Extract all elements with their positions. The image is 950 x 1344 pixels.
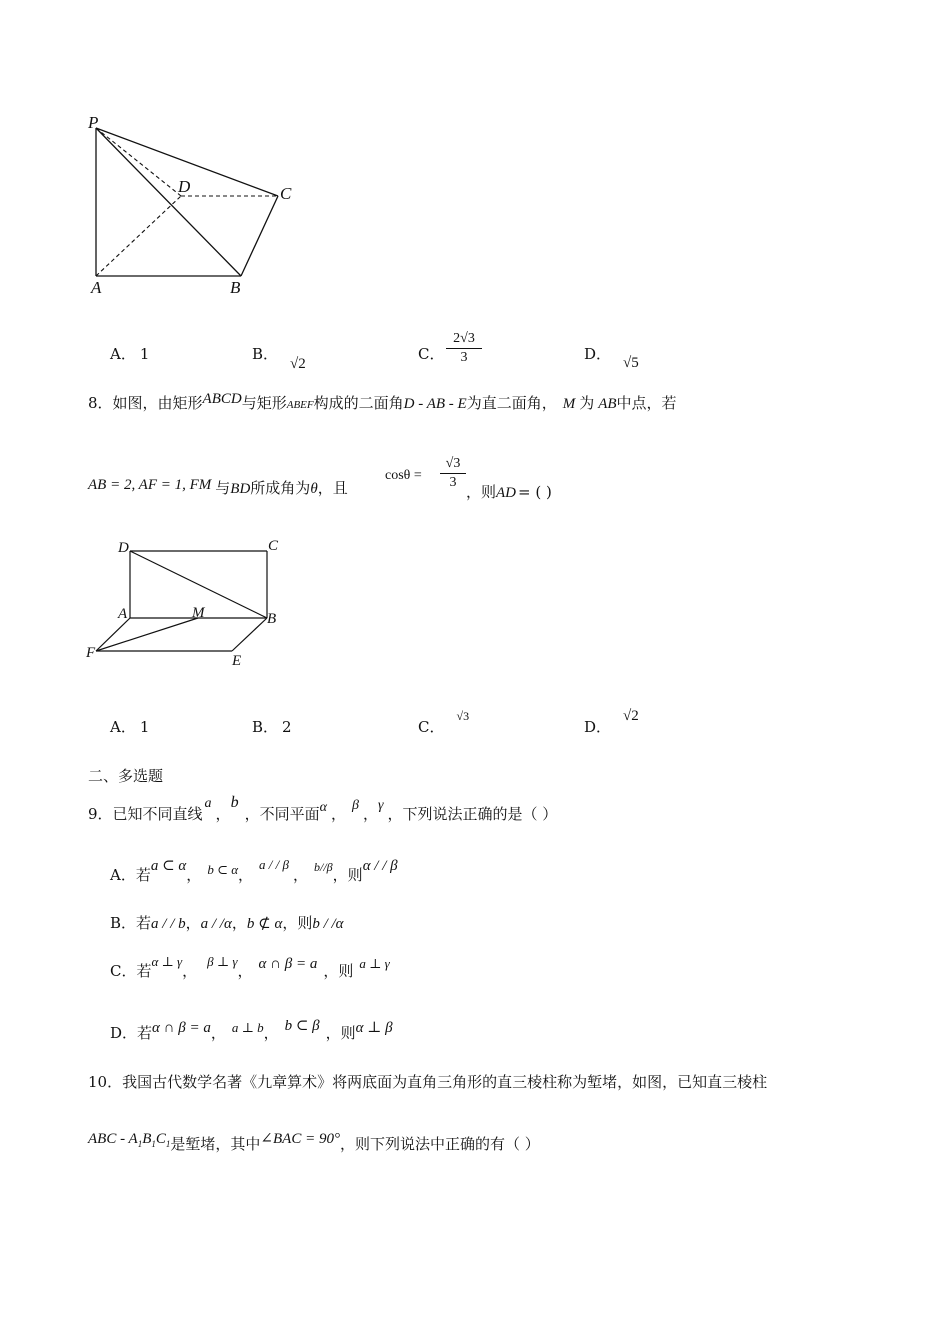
label-P: P [88,113,99,132]
label-E: E [232,653,242,669]
text: = ( ) [518,483,552,501]
text: 为 [579,394,595,412]
q10-stem-line1: 10．我国古代数学名著《九章算术》将两底面为直角三角形的直三棱柱称为堑堵，如图，已知直三棱柱 [88,1073,768,1091]
math: a / / β [259,857,289,872]
fraction-numerator: 2√3 [446,330,482,349]
q8-option-b[interactable] [252,716,292,737]
option-letter: D． [584,345,612,363]
math: θ [310,481,318,497]
math: a / / b [151,916,186,932]
math: β [351,798,359,813]
math: ABEF [286,399,314,411]
math: b//β [314,860,333,874]
text: 中点，若 [616,394,677,412]
option-letter: D．若 [110,1024,153,1042]
text: 9．已知不同直线 [88,805,203,823]
q7-option-c[interactable] [418,343,444,364]
text: ，且 [317,479,348,497]
option-value: 1 [139,345,150,363]
text: ，则 [282,914,313,932]
math: b ⊂ β [284,1018,320,1034]
subscript: 1 [165,1139,171,1149]
label-B: B [267,611,277,627]
math: ∠BAC = 90° [260,1131,340,1147]
text: 是堑堵，其中 [170,1135,261,1153]
text: ， [182,962,198,980]
q7-pyramid-figure [80,110,320,305]
fraction-numerator: √3 [440,455,466,474]
q7-option-d[interactable] [584,343,639,371]
q7-option-c-fraction [446,330,482,367]
math: a ⊂ α [150,858,187,874]
text: ， [237,962,253,980]
math: b ⊄ α [246,916,283,932]
math: α / / β [362,858,398,874]
math: B [142,1131,152,1147]
subscript: 1 [151,1139,156,1149]
option-value: 2 [282,718,292,736]
text: ， [210,1024,226,1042]
text: ， [330,805,346,823]
q8-ask [466,481,552,502]
q8-option-c[interactable] [418,709,470,737]
q8-option-d[interactable] [584,708,639,737]
q8-dihedral-figure [80,535,300,670]
edge-FM [96,618,198,651]
math: ABC - A [88,1131,138,1147]
math: BD [230,481,251,497]
edge-BC [241,196,278,276]
option-letter: C．若 [110,962,152,980]
text: 所成角为 [250,479,311,497]
option-letter: C． [418,718,445,736]
option-value: √5 [623,355,639,371]
q8-stem-line2 [88,477,348,498]
math: b [230,794,239,811]
math: C [155,1131,166,1147]
math: α ⊥ γ [151,954,183,969]
fraction-denominator: 3 [460,350,468,365]
text: 与矩形 [241,394,287,412]
edge-PD-hidden [96,128,181,196]
math: γ [377,798,384,813]
q9-stem [88,794,558,824]
math: a / /α [200,916,232,932]
q8-fraction [440,455,466,492]
text: 构成的二面角 [313,394,404,412]
option-letter: B．若 [110,914,152,932]
option-letter: B． [252,718,279,736]
prism-name [88,1131,170,1147]
q8-cos: cosθ = [385,468,422,483]
edge-EB [232,618,267,651]
label-D: D [178,177,191,196]
math: AB [598,396,617,412]
text: ， [186,866,202,884]
math: M [562,396,576,412]
edge-PB [96,128,241,276]
label-M: M [192,605,205,621]
subscript: 1 [137,1139,143,1149]
q7-option-a[interactable] [110,343,149,364]
text: ， [238,866,254,884]
option-value: √3 [456,709,470,723]
text: ，则下列说法中正确的有（ ） [339,1135,540,1153]
text: ， [263,1024,279,1042]
label-B: B [230,278,241,297]
math: b / /α [312,916,344,932]
edge-AD-hidden [96,196,181,276]
math: α ∩ β = a [152,1020,211,1036]
math: β ⊥ γ [207,954,238,969]
math: ABCD [202,391,242,407]
label-A: A [118,606,128,622]
option-letter: B． [252,345,279,363]
math: AD [496,485,517,501]
text: ， [231,914,247,932]
math: α ⊥ β [355,1020,393,1036]
label-F: F [86,645,96,661]
text: ，则 [332,866,363,884]
math: a ⊥ γ [359,956,390,971]
label-C: C [268,538,279,554]
math: D - AB - E [403,396,467,412]
text: 为直二面角， [466,394,557,412]
q7-option-b[interactable] [252,343,306,372]
text: ， [215,805,231,823]
q9-option-c[interactable] [110,954,390,981]
option-letter: C． [418,345,445,363]
q8-stem-line1 [88,392,677,413]
section-heading: 二、多选题 [88,767,164,785]
option-letter: A．若 [110,866,151,884]
math: AB = 2, AF = 1, FM [88,477,212,493]
text: ， [185,914,201,932]
q9-option-a[interactable] [110,857,398,885]
text: 与 [215,479,231,497]
math: b ⊂ α [207,862,239,877]
option-letter: D． [584,718,612,736]
math: α [319,800,327,815]
label-D: D [118,540,129,556]
option-letter: A． [110,345,136,363]
q10-stem-line2 [88,1133,540,1155]
text: ，下列说法正确的是（ ） [387,805,558,823]
math: α ∩ β = a [258,956,318,972]
math: a ⊥ b [231,1020,264,1035]
text: ， [362,805,378,823]
q8-option-a[interactable] [110,716,149,737]
q9-option-d[interactable] [110,1018,393,1043]
option-value: √2 [623,708,639,724]
option-value: 1 [139,718,150,736]
option-value: √2 [290,356,306,372]
text: ，则 [466,483,497,501]
text: ，则 [325,1024,356,1042]
fraction-denominator: 3 [449,475,457,490]
text: 8．如图，由矩形 [88,394,203,412]
option-letter: A． [110,718,136,736]
text: ，则 [323,962,354,980]
math: a [204,796,212,811]
text: ，不同平面 [244,805,320,823]
text: ， [293,866,309,884]
q9-option-b[interactable] [110,912,344,933]
label-A: A [91,278,102,297]
label-C: C [280,184,292,203]
